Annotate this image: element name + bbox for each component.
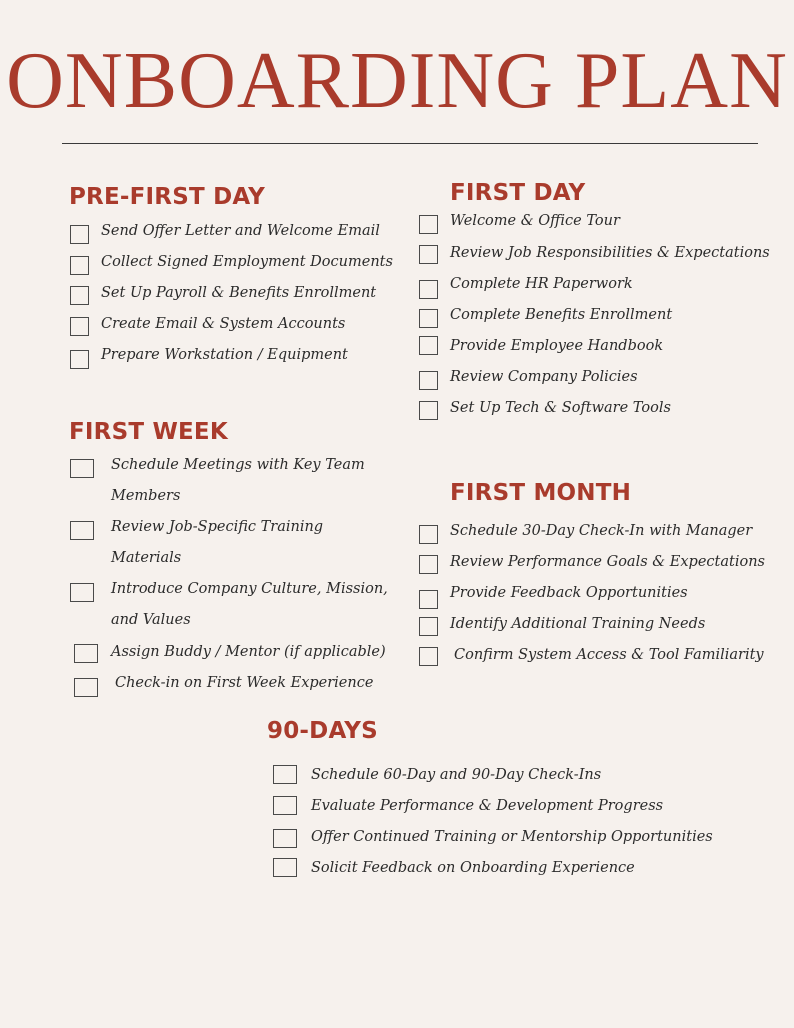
heading-first-day: FIRST DAY (450, 180, 586, 206)
checkbox-pre-first-day-5[interactable] (70, 350, 89, 369)
checkbox-first-week-2[interactable] (70, 521, 94, 540)
checkbox-pre-first-day-3[interactable] (70, 286, 89, 305)
checkbox-pre-first-day-2[interactable] (70, 256, 89, 275)
checkbox-first-day-6[interactable] (419, 371, 438, 390)
checkbox-first-day-2[interactable] (419, 245, 438, 264)
item-first-day-3: Complete HR Paperwork (450, 276, 633, 292)
item-90-days-1: Schedule 60-Day and 90-Day Check-Ins (311, 767, 602, 783)
item-first-week-3-line-1: Introduce Company Culture, Mission, (111, 581, 388, 597)
checkbox-90-days-1[interactable] (273, 765, 297, 784)
item-first-month-2: Review Performance Goals & Expectations (450, 554, 765, 570)
item-first-day-5: Provide Employee Handbook (450, 338, 664, 354)
checkbox-first-month-4[interactable] (419, 617, 438, 636)
checkbox-first-day-5[interactable] (419, 336, 438, 355)
checkbox-first-month-5[interactable] (419, 647, 438, 666)
item-first-week-2-line-2: Materials (111, 550, 182, 566)
item-first-week-5: Check-in on First Week Experience (115, 675, 374, 691)
checkbox-first-day-7[interactable] (419, 401, 438, 420)
item-pre-first-day-1: Send Offer Letter and Welcome Email (101, 223, 380, 239)
item-pre-first-day-3: Set Up Payroll & Benefits Enrollment (101, 285, 377, 301)
item-first-week-3-line-2: and Values (111, 612, 191, 628)
heading-first-month: FIRST MONTH (450, 480, 632, 506)
checkbox-first-month-2[interactable] (419, 555, 438, 574)
item-first-day-4: Complete Benefits Enrollment (450, 307, 673, 323)
page-title: ONBOARDING PLAN (6, 37, 788, 125)
checkbox-first-week-1[interactable] (70, 459, 94, 478)
item-first-day-7: Set Up Tech & Software Tools (450, 400, 671, 416)
checkbox-first-month-3[interactable] (419, 590, 438, 609)
item-first-month-1: Schedule 30-Day Check-In with Manager (450, 523, 753, 539)
item-first-day-6: Review Company Policies (450, 369, 638, 385)
checkbox-first-day-3[interactable] (419, 280, 438, 299)
item-pre-first-day-5: Prepare Workstation / Equipment (101, 347, 348, 363)
checkbox-pre-first-day-4[interactable] (70, 317, 89, 336)
item-first-month-4: Identify Additional Training Needs (450, 616, 706, 632)
checkbox-first-day-4[interactable] (419, 309, 438, 328)
checkbox-pre-first-day-1[interactable] (70, 225, 89, 244)
heading-first-week: FIRST WEEK (69, 419, 228, 445)
item-first-month-3: Provide Feedback Opportunities (450, 585, 688, 601)
item-first-day-1: Welcome & Office Tour (450, 213, 620, 229)
checkbox-90-days-2[interactable] (273, 796, 297, 815)
item-first-week-1-line-2: Members (111, 488, 181, 504)
checkbox-first-month-1[interactable] (419, 525, 438, 544)
checkbox-first-day-1[interactable] (419, 215, 438, 234)
item-pre-first-day-2: Collect Signed Employment Documents (101, 254, 393, 270)
item-90-days-3: Offer Continued Training or Mentorship Opportunities (311, 829, 713, 845)
heading-pre-first-day: PRE-FIRST DAY (69, 184, 266, 210)
item-first-week-1-line-1: Schedule Meetings with Key Team (111, 457, 365, 473)
item-first-week-4: Assign Buddy / Mentor (if applicable) (111, 644, 386, 660)
checkbox-first-week-4[interactable] (74, 644, 98, 663)
heading-90-days: 90-DAYS (267, 718, 378, 744)
item-first-day-2: Review Job Responsibilities & Expectations (450, 245, 770, 261)
checkbox-90-days-4[interactable] (273, 858, 297, 877)
item-90-days-4: Solicit Feedback on Onboarding Experience (311, 860, 635, 876)
item-90-days-2: Evaluate Performance & Development Progress (311, 798, 664, 814)
title-divider (62, 143, 758, 144)
checkbox-first-week-3[interactable] (70, 583, 94, 602)
item-first-month-5: Confirm System Access & Tool Familiarity (454, 647, 764, 663)
checkbox-first-week-5[interactable] (74, 678, 98, 697)
item-pre-first-day-4: Create Email & System Accounts (101, 316, 346, 332)
item-first-week-2-line-1: Review Job-Specific Training (111, 519, 324, 535)
checkbox-90-days-3[interactable] (273, 829, 297, 848)
